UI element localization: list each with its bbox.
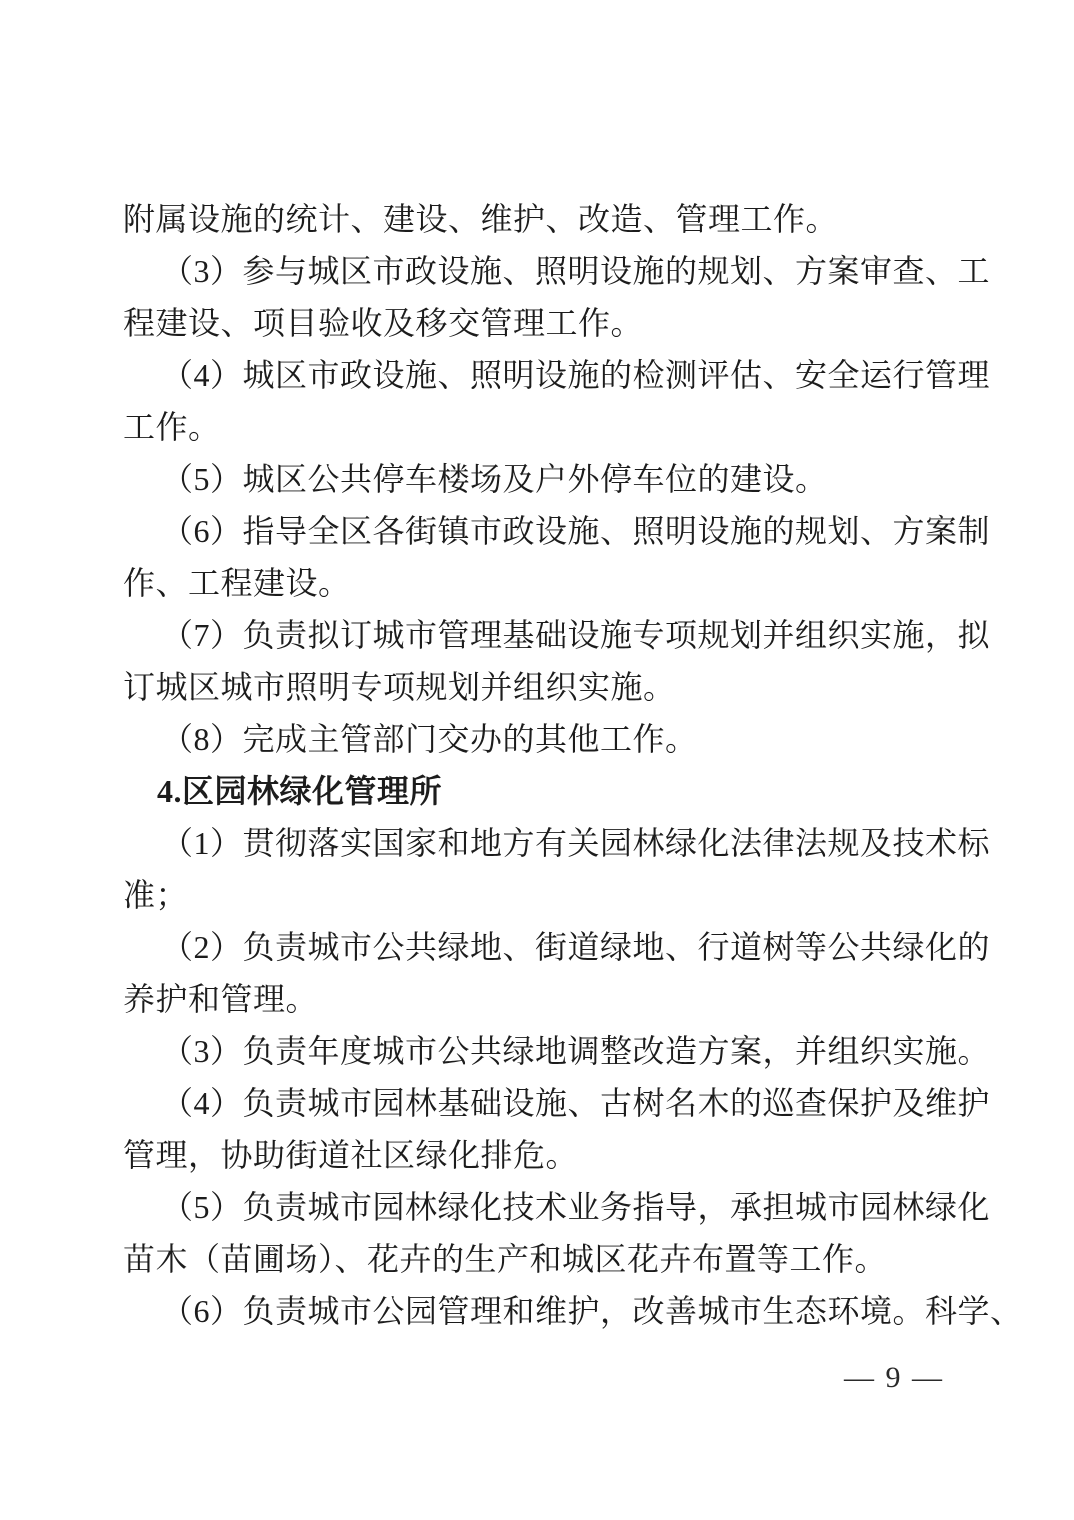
text-line: 苗木（苗圃场）、花卉的生产和城区花卉布置等工作。 [123,1241,888,1277]
text-line: （5）负责城市园林绿化技术业务指导，承担城市园林绿化 [161,1189,991,1225]
text-line: 程建设、项目验收及移交管理工作。 [123,305,644,341]
text-line: 附属设施的统计、建设、维护、改造、管理工作。 [123,201,839,237]
document-body [123,193,1023,1337]
text-line: （7）负责拟订城市管理基础设施专项规划并组织实施，拟 [161,617,991,653]
text-line: 养护和管理。 [123,981,319,1017]
text-line: （6）负责城市公园管理和维护，改善城市生态环境。科学、 [161,1293,1023,1329]
text-line: 订城区城市照明专项规划并组织实施。 [123,669,676,705]
text-line: （6）指导全区各街镇市政设施、照明设施的规划、方案制 [161,513,991,549]
text-line: 作、工程建设。 [123,565,351,601]
page-number: — 9 — [844,1361,944,1394]
text-line: 工作。 [123,409,221,445]
text-line: （2）负责城市公共绿地、街道绿地、行道树等公共绿化的 [161,929,991,965]
text-line: （4）城区市政设施、照明设施的检测评估、安全运行管理 [161,357,991,393]
text-line: （1）贯彻落实国家和地方有关园林绿化法律法规及技术标 [161,825,991,861]
text-line: 准； [123,877,189,913]
text-line: （3）负责年度城市公共绿地调整改造方案，并组织实施。 [161,1033,991,1069]
section-heading: 4.区园林绿化管理所 [157,773,443,809]
text-line: 管理，协助街道社区绿化排危。 [123,1137,579,1173]
text-line: （4）负责城市园林基础设施、古树名木的巡查保护及维护 [161,1085,991,1121]
text-line: （5）城区公共停车楼场及户外停车位的建设。 [161,461,828,497]
text-line: （8）完成主管部门交办的其他工作。 [161,721,698,757]
text-line: （3）参与城区市政设施、照明设施的规划、方案审查、工 [161,253,991,289]
